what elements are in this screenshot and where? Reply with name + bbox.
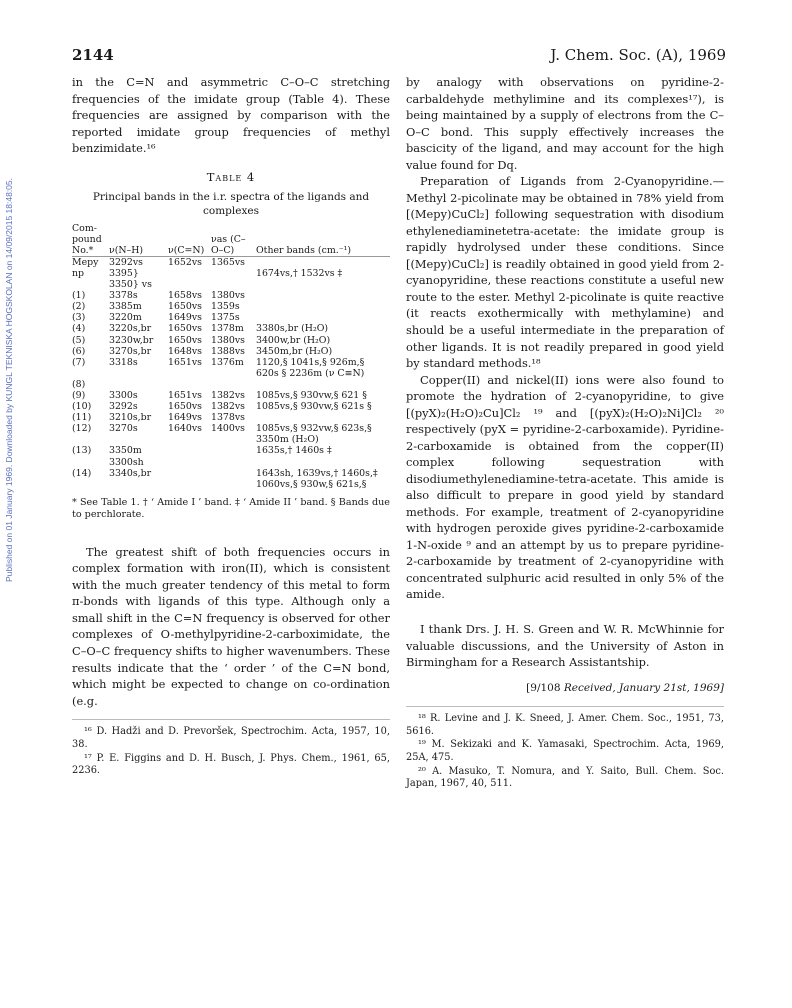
table-row [72, 256, 390, 268]
table-caption: Principal bands in the i.r. spectra of the ligands and complexes [92, 191, 370, 217]
cell-compound: (11) [72, 412, 92, 424]
intro-paragraph: in the C=N and asymmetric C–O–C stretching frequencies of the imidate group (Table 4). These frequencies are assigned by comparison with the reported imidate group frequencies of methyl benzimidate.¹⁶ [72, 75, 390, 156]
cell-compound: (6) [72, 345, 86, 357]
cell-compound: (3) [72, 312, 86, 324]
table-row [72, 290, 390, 301]
received-date: Received, January 21st, 1969] [563, 681, 724, 694]
cell-nu-nh: 3270s,br [109, 345, 152, 357]
cell-nu-nh: 3220s,br [109, 323, 152, 335]
cell-nu-nh: 3230w,br [109, 334, 154, 346]
journal-running-head: J. Chem. Soc. (A), 1969 [550, 46, 726, 64]
cell-nu-coc: 1382vs [211, 390, 245, 402]
cell-nu-coc: 1380vs [211, 290, 245, 302]
cell-nu-coc: 1365vs [211, 256, 245, 268]
cell-other-bands [256, 312, 390, 323]
cell-compound: np [72, 267, 85, 279]
cell-nu-coc: 1359s [211, 301, 240, 313]
cell-nu-coc [211, 468, 256, 490]
cell-nu-cn: 1650vs [168, 334, 202, 346]
cell-nu-nh: 3340s,br [109, 467, 152, 479]
cell-nu-nh: 3292vs [109, 256, 143, 268]
cell-nu-coc [211, 268, 256, 290]
table-row [72, 379, 390, 390]
table-body [72, 256, 390, 489]
table-row [72, 323, 390, 334]
cell-nu-cn: 1651vs [168, 390, 202, 402]
footnote-17: ¹⁷ P. E. Figgins and D. H. Busch, J. Phys. Chem., 1961, 65, 2236. [72, 752, 390, 777]
cell-nu-cn: 1650vs [168, 401, 202, 413]
download-notice-sidebar [0, 100, 18, 660]
cell-nu-coc: 1375s [211, 312, 240, 324]
cell-nu-coc: 1378vs [211, 412, 245, 424]
header-nu-nh: ν(N–H) [109, 223, 168, 257]
left-footnotes [72, 719, 390, 778]
cell-nu-cn: 1640vs [168, 423, 202, 435]
cell-compound: (2) [72, 301, 86, 313]
ir-bands-table [72, 223, 390, 490]
cell-nu-cn [168, 468, 211, 490]
cell-other-bands: 1674vs,† 1532vs ‡ [256, 267, 343, 279]
cell-other-bands [256, 256, 390, 268]
cell-other-bands: 1643sh, 1639vs,† 1460s,‡ 1060vs,§ 930w,§ 621s,§ [256, 467, 378, 490]
cell-nu-cn: 1650vs [168, 323, 202, 335]
cell-compound: (12) [72, 423, 92, 435]
cell-nu-nh [109, 379, 168, 390]
cell-other-bands [256, 290, 390, 301]
cell-nu-coc: 1400vs [211, 423, 245, 435]
cell-other-bands: 1635s,† 1460s ‡ [256, 445, 332, 457]
left-column [72, 74, 390, 779]
cell-compound: (4) [72, 323, 86, 335]
cell-nu-nh: 3292s [109, 401, 138, 413]
cell-nu-nh: 3395} 3350} vs [109, 267, 152, 291]
cell-other-bands: 1085vs,§ 930vw,§ 621s § [256, 401, 372, 413]
cell-nu-nh: 3350m 3300sh [109, 445, 144, 468]
header-nu-cn: ν(C=N) [168, 223, 211, 257]
cell-other-bands: 3380s,br (H₂O) [256, 323, 329, 335]
header-nu-coc: νas (C–O–C) [211, 223, 256, 257]
cell-nu-nh: 3385m [109, 301, 142, 313]
footnote-20: ²⁰ A. Masuko, T. Nomura, and Y. Saito, Bull. Chem. Soc. Japan, 1967, 40, 511. [406, 765, 724, 790]
cell-compound: Mepy [72, 256, 99, 268]
preparation-paragraph: Preparation of Ligands from 2-Cyanopyridine.— Methyl 2-picolinate may be obtained in 78% yield from [(Mepy)CuCl₂] following sequestration with disodium ethylenediaminetetra-acetate: the imidate group is rapidly hydrolysed under these conditions. Since [(Mepy)CuCl₂] is readily obtained in good yield from 2-cyanopyridine, these reactions constitute a useful new route to the ester. Methyl 2-picolinate is quite reactive (it reacts exothermically with methylamine) and should be a useful intermediate in the preparation of other ligands. It is not readily prepared in good yield by standard methods.¹⁸ [406, 174, 724, 371]
cell-nu-cn: 1649vs [168, 312, 202, 324]
right-footnotes [406, 706, 724, 791]
cell-nu-coc [211, 445, 256, 467]
received-line [406, 681, 724, 696]
table-row [72, 468, 390, 490]
table-row [72, 357, 390, 379]
cell-compound: (8) [72, 378, 86, 390]
cell-nu-coc: 1376m [211, 356, 244, 368]
header-other-bands: Other bands (cm.⁻¹) [256, 223, 390, 257]
cell-other-bands [256, 301, 390, 312]
table-title: Table 4 [206, 169, 256, 184]
cell-nu-cn: 1651vs [168, 356, 202, 368]
table-row [72, 335, 390, 346]
cell-other-bands: 3450m,br (H₂O) [256, 345, 333, 357]
cell-compound: (14) [72, 467, 92, 479]
cell-nu-cn: 1658vs [168, 290, 202, 302]
cell-nu-coc: 1388vs [211, 345, 245, 357]
continued-paragraph: by analogy with observations on pyridine-2-carbaldehyde methylimine and its complexes¹⁷), is being maintained by a supply of electrons from the C–O–C bond. This supply effectively increases the bascicity of the ligand, and may account for the high value found for Dq. [406, 75, 724, 172]
footnote-16: ¹⁶ D. Hadži and D. Prevoršek, Spectrochim. Acta, 1957, 10, 38. [72, 726, 390, 750]
cell-other-bands: 1085vs,§ 930vw,§ 621 § [256, 390, 367, 402]
cell-nu-coc [211, 379, 256, 390]
table-row [72, 412, 390, 423]
cell-other-bands: 1085vs,§ 932vw,§ 623s,§ 3350m (H₂O) [256, 423, 372, 446]
table-row [72, 401, 390, 412]
cell-compound: (9) [72, 390, 86, 402]
cell-nu-nh: 3210s,br [109, 412, 152, 424]
cell-nu-cn [168, 445, 211, 467]
table-row [72, 346, 390, 357]
cell-compound: (7) [72, 356, 86, 368]
cell-compound: (13) [72, 445, 92, 457]
cell-compound: (5) [72, 334, 86, 346]
table-row [72, 423, 390, 445]
cell-nu-cn: 1652vs [168, 256, 202, 268]
table-row [72, 312, 390, 323]
table-row [72, 268, 390, 290]
hydration-paragraph: Copper(II) and nickel(II) ions were also found to promote the hydration of 2-cyanopyridine, to give [(pyX)₂(H₂O)₂Cu]Cl₂ ¹⁹ and [(pyX)₂(H₂O)₂Ni]Cl₂ ²⁰ respectively (pyX = pyridine-2-carboxamide). Pyridine-2-carboxamide is obtained from the copper(II) complex following sequestration with disodiumethylenediamine-tetra-acetate. This amide is also difficult to prepare in good yield by standard methods. For example, treatment of 2-cyanopyridine with hydrogen peroxide gives pyridine-2-carboxamide 1-N-oxide ⁹ and an attempt by us to prepare pyridine-2-carboxamide by treatment of 2-cyanopyridine with concentrated sulphuric acid resulted in only 5% of the amide. [406, 372, 724, 602]
cell-nu-coc: 1378m [211, 323, 244, 335]
cell-nu-nh: 3220m [109, 312, 142, 324]
footnote-18: ¹⁸ R. Levine and J. K. Sneed, J. Amer. Chem. Soc., 1951, 73, 5616. [406, 712, 724, 737]
table-header-row [72, 223, 390, 257]
cell-nu-nh: 3378s [109, 290, 138, 302]
cell-nu-nh: 3270s [109, 423, 138, 435]
page-number: 2144 [72, 46, 114, 64]
received-code: [9/108 [526, 681, 561, 694]
cell-nu-nh: 3318s [109, 356, 138, 368]
right-column [406, 74, 724, 792]
cell-nu-cn: 1649vs [168, 412, 202, 424]
cell-other-bands: 3400w,br (H₂O) [256, 334, 331, 346]
table-row [72, 301, 390, 312]
cell-other-bands: 1120,§ 1041s,§ 926m,§ 620s § 2236m (ν C≡N) [256, 356, 365, 379]
download-notice-text: Published on 01 January 1969. Downloaded by KUNGL TEKNISKA HOGSKOLAN on 14/09/2015 18:48:05. [4, 177, 14, 583]
cell-nu-cn: 1648vs [168, 345, 202, 357]
cell-other-bands [256, 379, 390, 390]
footnote-19: ¹⁹ M. Sekizaki and K. Yamasaki, Spectrochim. Acta, 1969, 25A, 475. [406, 739, 724, 764]
table-row [72, 445, 390, 467]
cell-nu-coc: 1380vs [211, 334, 245, 346]
acknowledgement: I thank Drs. J. H. S. Green and W. R. McWhinnie for valuable discussions, and the University of Aston in Birmingham for a Research Assistantship. [406, 622, 724, 670]
header-compound: Com-pound No.* [72, 223, 109, 257]
cell-nu-cn [168, 379, 211, 390]
discussion-paragraph: The greatest shift of both frequencies occurs in complex formation with iron(II), which is consistent with the much greater tendency of this metal to form π-bonds with ligands of this type. Although only a small shift in the C=N frequency is observed for other complexes of O-methylpyridine-2-carboximidate, the C–O–C frequency shifts to higher wavenumbers. These results indicate that the ‘ order ’ of the C=N bond, which might be expected to change on co-ordination (e.g. [72, 544, 390, 708]
table-row [72, 390, 390, 401]
table-notes: * See Table 1. † ‘ Amide I ’ band. ‡ ‘ Amide II ’ band. § Bands due to perchlorate. [72, 496, 390, 521]
cell-nu-nh: 3300s [109, 390, 138, 402]
cell-compound: (10) [72, 401, 92, 413]
cell-nu-cn: 1650vs [168, 301, 202, 313]
cell-compound: (1) [72, 290, 86, 302]
cell-other-bands [256, 412, 390, 423]
cell-nu-cn [168, 268, 211, 290]
cell-nu-coc: 1382vs [211, 401, 245, 413]
